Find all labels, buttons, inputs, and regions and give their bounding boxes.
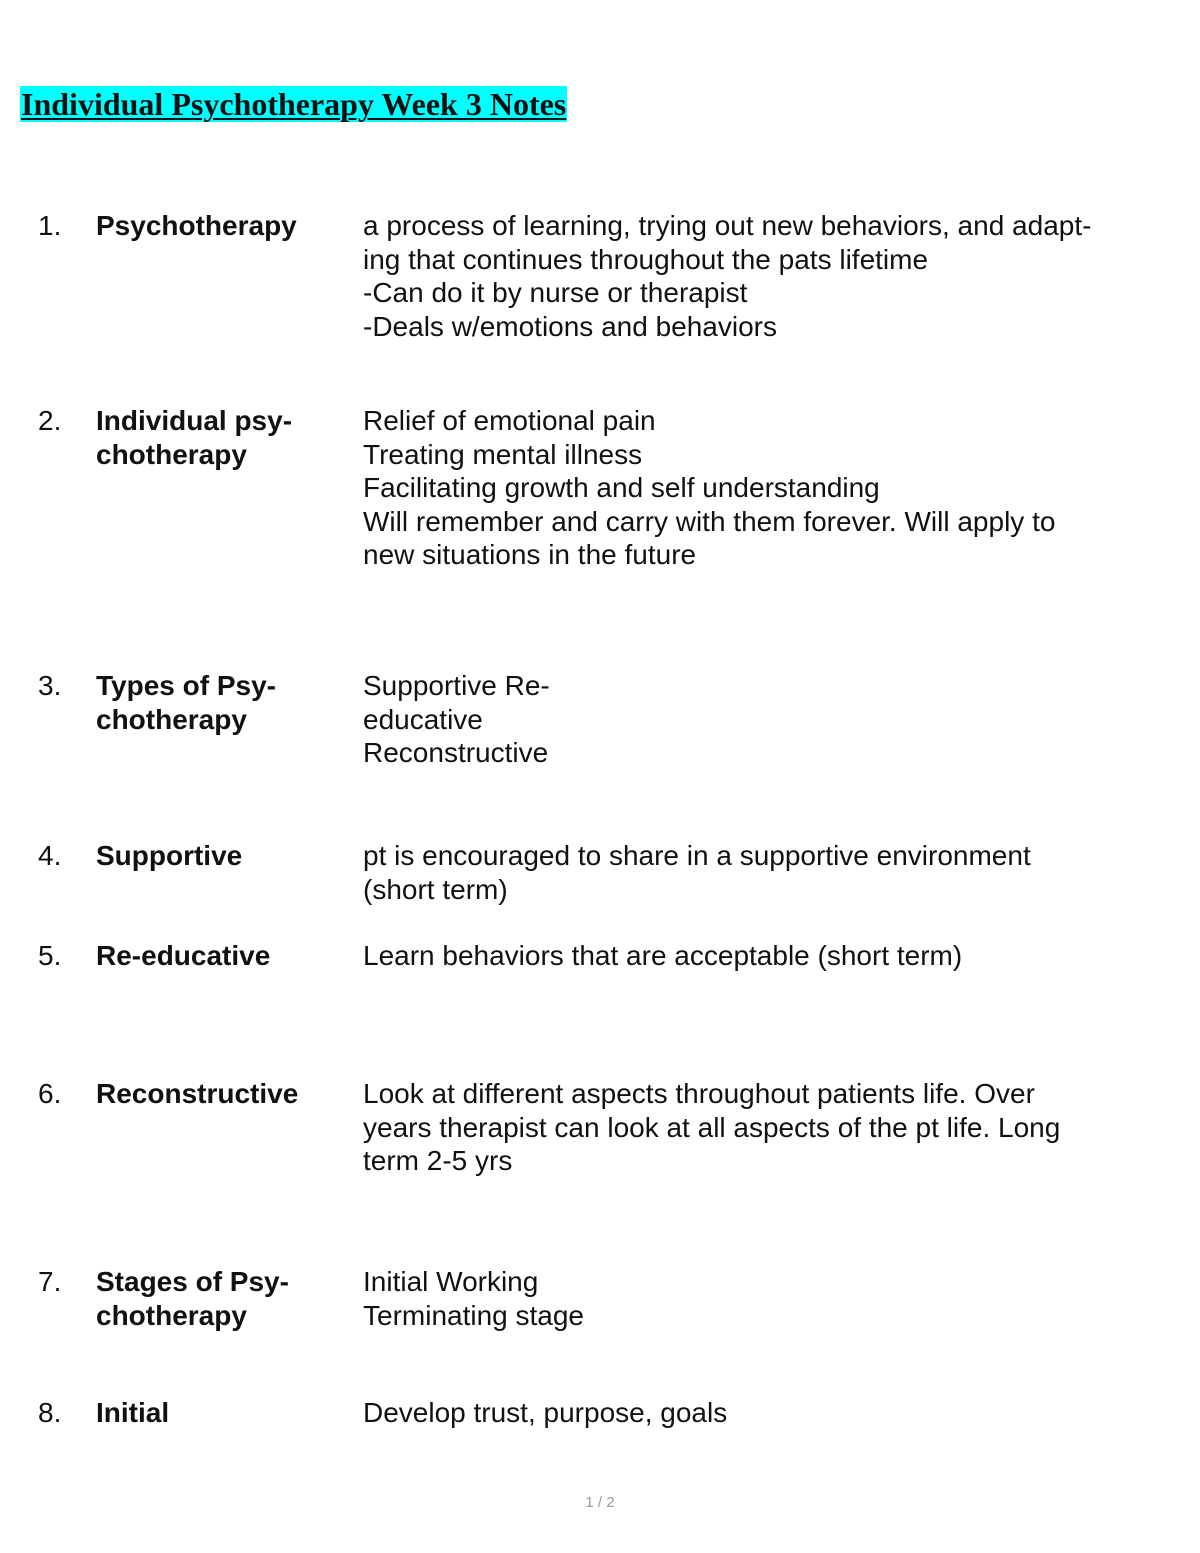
item-definition-line: -Can do it by nurse or therapist — [363, 277, 748, 308]
item-number: 4. — [38, 840, 62, 871]
item-definition-line: (short term) — [363, 873, 508, 905]
page-title — [20, 84, 567, 124]
item-definition — [363, 839, 1173, 906]
item-term-line: Supportive — [96, 840, 243, 871]
item-definition — [363, 1077, 1173, 1178]
item-term — [96, 839, 346, 873]
item-definition — [363, 939, 1173, 973]
item-term — [96, 1396, 346, 1430]
item-number: 5. — [38, 940, 62, 971]
page-title-text: Individual Psychotherapy Week 3 Notes — [21, 86, 567, 122]
item-term — [96, 1077, 346, 1111]
item-definition-line: Develop trust, purpose, goals — [363, 1397, 728, 1428]
item-definition — [363, 1265, 1173, 1332]
item-definition-line: Terminating stage — [363, 1299, 585, 1331]
item-definition-line: years therapist can look at all aspects of the pt life. Long — [363, 1111, 1061, 1143]
item-term — [96, 209, 346, 243]
item-term — [96, 669, 346, 736]
item-number: 6. — [38, 1078, 62, 1109]
item-definition-line: ing that continues throughout the pats lifetime — [363, 243, 929, 275]
page-number: 1 / 2 — [585, 1494, 615, 1511]
item-term-line: Re-educative — [96, 940, 271, 971]
item-term — [96, 404, 346, 471]
item-definition-line: Learn behaviors that are acceptable (short term) — [363, 940, 963, 971]
item-term-line: Individual psy- — [96, 405, 293, 436]
item-number: 8. — [38, 1397, 62, 1428]
item-definition-line: educative — [363, 703, 483, 735]
item-number: 7. — [38, 1266, 62, 1297]
item-term — [96, 939, 346, 973]
item-number: 2. — [38, 405, 62, 436]
item-term-line: chotherapy — [96, 438, 247, 470]
item-term — [96, 1265, 346, 1332]
item-definition — [363, 404, 1173, 572]
item-definition-line: -Deals w/emotions and behaviors — [363, 310, 777, 342]
item-definition-line: a process of learning, trying out new behaviors, and adapt- — [363, 210, 1092, 241]
item-definition-line: new situations in the future — [363, 539, 697, 570]
item-number: 1. — [38, 210, 62, 241]
item-definition-line: Look at different aspects throughout patients life. Over — [363, 1078, 1035, 1109]
item-definition-line: pt is encouraged to share in a supportive environment — [363, 840, 1031, 871]
item-definition — [363, 209, 1173, 343]
item-term-line: chotherapy — [96, 703, 247, 735]
item-definition-line: term 2-5 yrs — [363, 1145, 513, 1176]
item-term-line: Stages of Psy- — [96, 1266, 289, 1297]
item-term-line: Reconstructive — [96, 1078, 299, 1109]
item-term-line: Psychotherapy — [96, 210, 297, 241]
item-definition-line: Will remember and carry with them forever. Will apply to — [363, 505, 1056, 537]
item-definition-line: Treating mental illness — [363, 438, 643, 470]
item-term-line: chotherapy — [96, 1299, 247, 1331]
item-definition-line: Initial Working — [363, 1266, 539, 1297]
item-number: 3. — [38, 670, 62, 701]
item-definition-line: Relief of emotional pain — [363, 405, 656, 436]
item-definition — [363, 669, 1173, 770]
item-definition-line: Facilitating growth and self understanding — [363, 472, 880, 503]
item-definition-line: Supportive Re- — [363, 670, 550, 701]
item-term-line: Types of Psy- — [96, 670, 276, 701]
item-definition-line: Reconstructive — [363, 737, 549, 768]
item-definition — [363, 1396, 1173, 1430]
item-term-line: Initial — [96, 1397, 170, 1428]
